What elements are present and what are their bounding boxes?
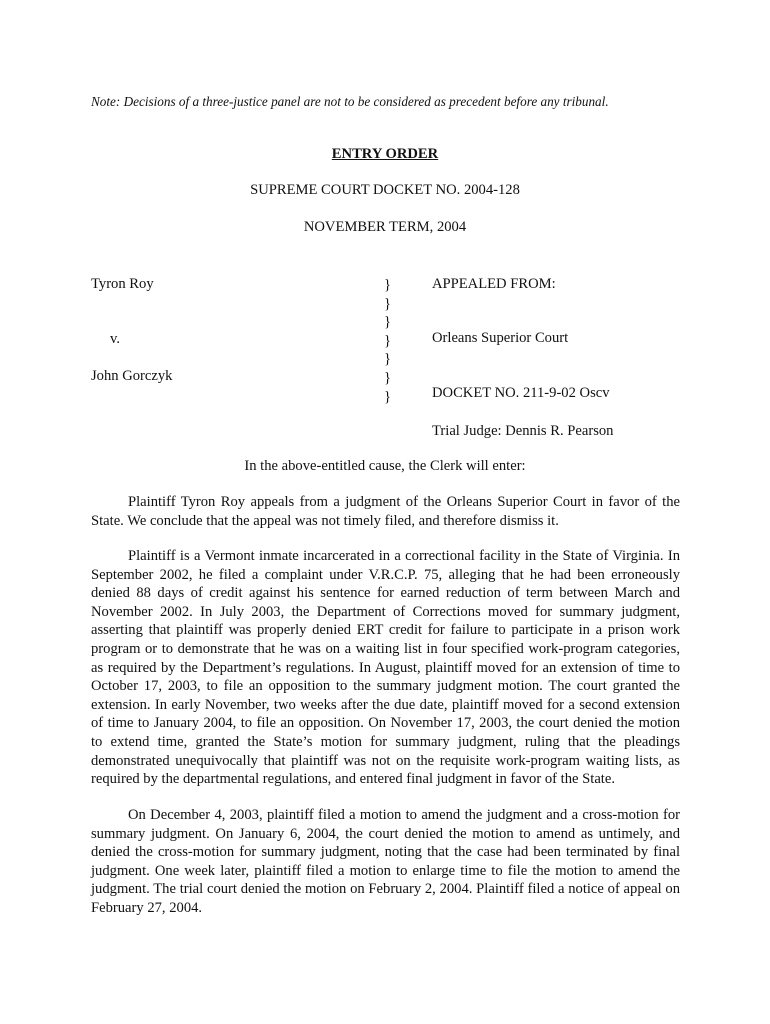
brace: } — [384, 369, 392, 386]
body-paragraph: Plaintiff Tyron Roy appeals from a judgment of the Orleans Superior Court in favor of the State. We conclude that the appeal was not timely filed, and therefore dismiss it. — [91, 494, 680, 529]
brace: } — [384, 332, 392, 349]
brace: } — [384, 351, 392, 368]
defendant-name: John Gorczyk — [91, 368, 173, 384]
supreme-court-docket: SUPREME COURT DOCKET NO. 2004-128 — [250, 182, 520, 198]
trial-judge: Trial Judge: Dennis R. Pearson — [432, 423, 614, 439]
versus-label: v. — [110, 331, 120, 347]
body-paragraph: Plaintiff is a Vermont inmate incarcerated in a correctional facility in the State of Virginia. In September 2002, he filed a complaint under V.R.C.P. 75, alleging that he had been erroneously denied 88 days of credit against his sentence for earned reduction of term between March and November 2002. In July 2003, the Department of Corrections moved for summary judgment, asserting that plaintiff was properly denied ERT credit for failure to participate in a prison work program or to demonstrate that he was on a waiting list in four specified work-program categories, as required by the Department’s regulations. In August, plaintiff moved for an extension of time to October 17, 2003, to file an opposition to the summary judgment motion. The court granted the extension. In early November, two weeks after the due date, plaintiff moved for a second extension of time to January 2004, to file an opposition. On November 17, 2003, the court denied the motion to extend time, granted the State’s motion for summary judgment, ruling that the pleadings demonstrated unequivocally that plaintiff was not on the requisite work-program waiting lists, as required by the departmental regulations, and entered final judgment in favor of the State. — [91, 548, 680, 788]
brace: } — [384, 295, 392, 312]
body-paragraph: On December 4, 2003, plaintiff filed a motion to amend the judgment and a cross-motion for summary judgment. On January 6, 2004, the court denied the motion to amend as untimely, and denied the cross-motion for summary judgment, noting that the case had been terminated by final judgment. One week later, plaintiff filed a motion to enlarge time to file the motion to amend the judgment. The trial court denied the motion on February 2, 2004. Plaintiff filed a notice of appeal on February 27, 2004. — [91, 807, 680, 916]
brace: } — [384, 314, 392, 331]
document-title: ENTRY ORDER — [331, 146, 439, 162]
caption-braces — [384, 276, 391, 406]
appealed-from-label: APPEALED FROM: — [432, 276, 556, 292]
plaintiff-name: Tyron Roy — [91, 276, 154, 292]
precedent-note: Note: Decisions of a three-justice panel are not to be considered as precedent before any tribunal. — [91, 94, 609, 109]
court-term: NOVEMBER TERM, 2004 — [303, 219, 467, 235]
brace: } — [384, 388, 392, 405]
clerk-line: In the above-entitled cause, the Clerk will enter: — [244, 458, 526, 474]
lower-court-docket: DOCKET NO. 211-9-02 Oscv — [432, 385, 610, 401]
brace: } — [384, 277, 392, 293]
lower-court-name: Orleans Superior Court — [432, 330, 569, 346]
